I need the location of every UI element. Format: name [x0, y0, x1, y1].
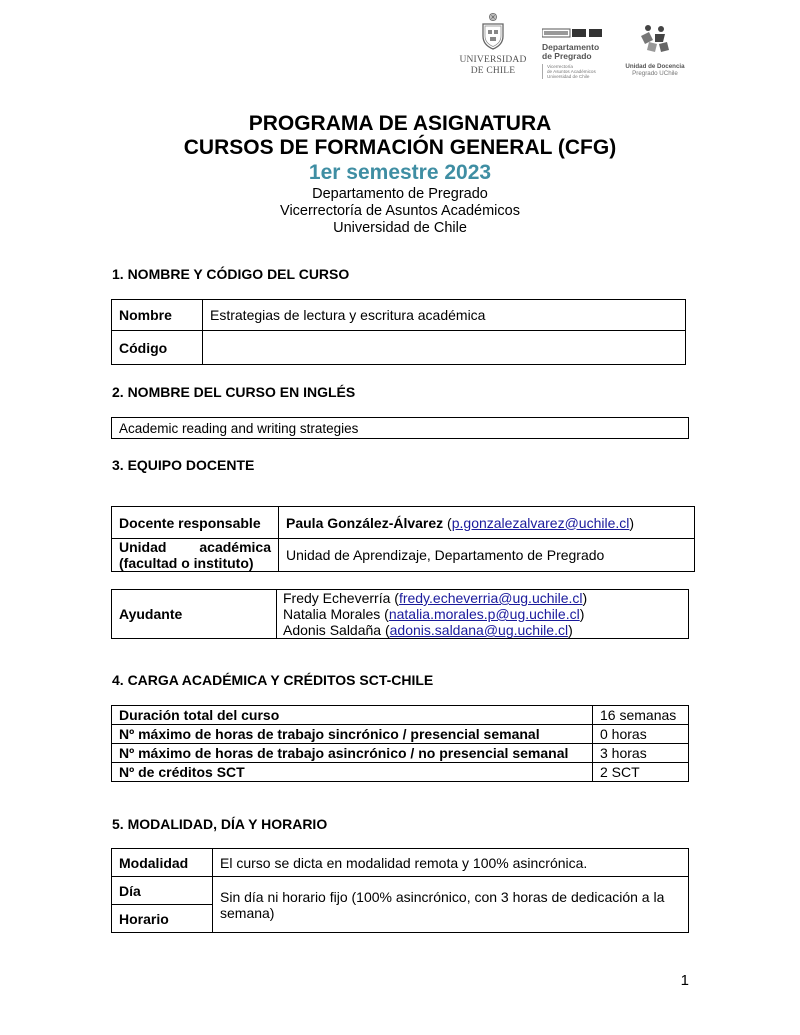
document-subtitle: CURSOS DE FORMACIÓN GENERAL (CFG)	[183, 136, 617, 159]
dia-label: Día	[112, 877, 213, 905]
table-row	[112, 507, 695, 539]
universidad-de-chile-logo	[455, 12, 531, 77]
load-value: 0 horas	[593, 725, 689, 744]
dp-logo-subtitle: Vicerrectoría de Asuntos Académicos Universidad de Chile	[542, 64, 612, 79]
unidad-docencia-mark-icon	[635, 22, 675, 58]
table-row	[112, 331, 686, 365]
load-value: 16 semanas	[593, 706, 689, 725]
section-3-heading: 3. EQUIPO DOCENTE	[112, 457, 255, 473]
docente-email-link[interactable]: p.gonzalezalvarez@uchile.cl	[451, 514, 630, 531]
department-name: Departamento de Pregrado	[312, 186, 488, 202]
codigo-value	[203, 331, 686, 365]
nombre-value: Estrategias de lectura y escritura académica	[203, 300, 686, 331]
docente-label: Docente responsable	[112, 507, 279, 539]
table-row	[112, 418, 689, 439]
departamento-pregrado-logo	[542, 26, 612, 79]
table-row	[112, 539, 695, 572]
modalidad-value: El curso se dicta en modalidad remota y 100% asincrónica.	[213, 849, 689, 877]
load-label: Nº de créditos SCT	[112, 763, 593, 782]
unidad-label: Unidad académica (facultad o instituto)	[112, 539, 279, 572]
ayudantes-list	[277, 590, 689, 639]
codigo-label: Código	[112, 331, 203, 365]
vicerrectoria-name: Vicerrectoría de Asuntos Académicos	[280, 203, 520, 219]
university-name: Universidad de Chile	[333, 220, 467, 236]
table-row	[112, 300, 686, 331]
ud-logo-name: Unidad de Docencia	[625, 63, 685, 70]
list-item: Adonis Saldaña (adonis.saldana@ug.uchile.cl)	[283, 622, 573, 638]
load-value: 3 horas	[593, 744, 689, 763]
page-number: 1	[680, 972, 689, 989]
nombre-label: Nombre	[112, 300, 203, 331]
load-label: Nº máximo de horas de trabajo sincrónico / presencial semanal	[112, 725, 593, 744]
header-logos	[455, 12, 695, 92]
unidad-docencia-logo	[615, 22, 695, 77]
section-2-heading: 2. NOMBRE DEL CURSO EN INGLÉS	[112, 384, 356, 400]
assistants-table	[111, 589, 689, 639]
dp-logo-name: Departamento de Pregrado	[542, 42, 600, 61]
list-item: Fredy Echeverría (fredy.echeverria@ug.uchile.cl)	[283, 590, 588, 606]
docente-value: Paula González-Álvarez (p.gonzalezalvarez@uchile.cl)	[279, 507, 695, 539]
table-row	[112, 744, 689, 763]
table-row	[112, 849, 689, 877]
table-row	[112, 763, 689, 782]
ayudante-email-link[interactable]: fredy.echeverria@ug.uchile.cl	[398, 590, 583, 606]
table-row	[112, 725, 689, 744]
dia-horario-value: Sin día ni horario fijo (100% asincrónico, con 3 horas de dedicación a la semana)	[213, 877, 689, 933]
logo-bars-icon	[542, 26, 612, 40]
university-seal-icon	[478, 12, 508, 50]
document-title: PROGRAMA DE ASIGNATURA	[248, 112, 552, 135]
uchile-logo-text: UNIVERSIDAD DE CHILE	[459, 55, 527, 76]
modalidad-label: Modalidad	[112, 849, 213, 877]
document-title-block	[0, 112, 800, 237]
table-row	[112, 877, 689, 905]
english-name-value: Academic reading and writing strategies	[112, 418, 689, 439]
section-5-heading: 5. MODALIDAD, DÍA Y HORARIO	[112, 816, 328, 832]
ayudante-label: Ayudante	[112, 590, 277, 639]
docente-name: Paula González-Álvarez	[286, 514, 444, 531]
horario-label: Horario	[112, 905, 213, 933]
load-value: 2 SCT	[593, 763, 689, 782]
section-4-heading: 4. CARGA ACADÉMICA Y CRÉDITOS SCT-CHILE	[112, 672, 434, 688]
ud-logo-subtitle: Pregrado UChile	[632, 70, 678, 77]
unidad-value: Unidad de Aprendizaje, Departamento de Pregrado	[279, 539, 695, 572]
semester-label: 1er semestre 2023	[308, 161, 492, 184]
list-item: Natalia Morales (natalia.morales.p@ug.uchile.cl)	[283, 606, 585, 622]
academic-load-table	[111, 705, 689, 782]
english-name-table	[111, 417, 689, 439]
course-name-table	[111, 299, 686, 365]
ayudante-email-link[interactable]: natalia.morales.p@ug.uchile.cl	[388, 606, 580, 622]
ayudante-email-link[interactable]: adonis.saldana@ug.uchile.cl	[389, 622, 569, 638]
teaching-team-table	[111, 506, 695, 572]
table-row	[112, 590, 689, 639]
load-label: Nº máximo de horas de trabajo asincrónico / no presencial semanal	[112, 744, 593, 763]
load-label: Duración total del curso	[112, 706, 593, 725]
section-1-heading: 1. NOMBRE Y CÓDIGO DEL CURSO	[112, 266, 350, 282]
table-row	[112, 706, 689, 725]
schedule-table	[111, 848, 689, 933]
